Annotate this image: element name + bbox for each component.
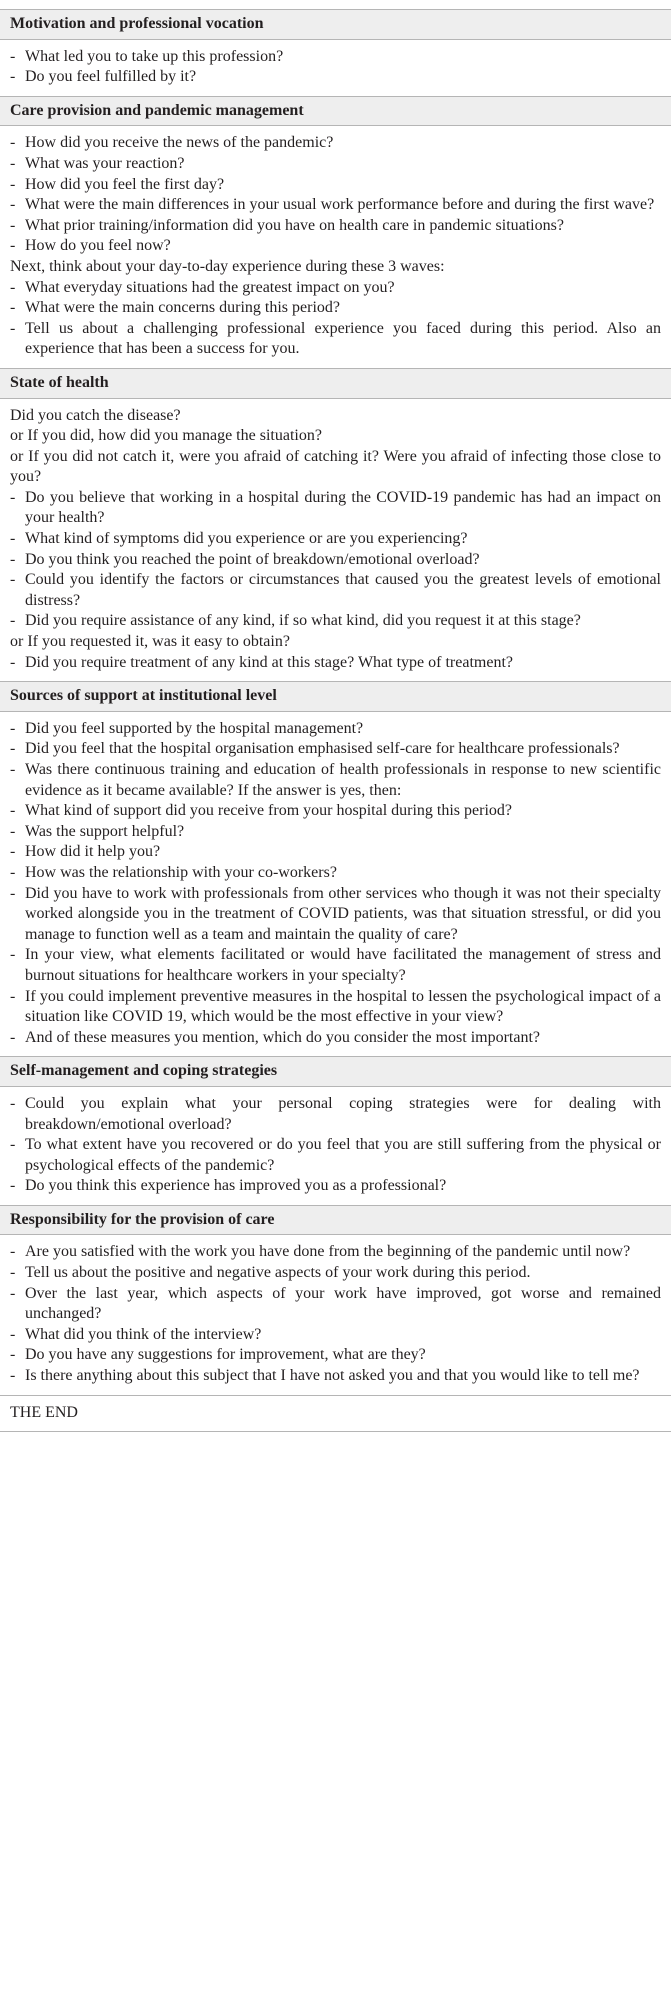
question-text: If you could implement preventive measures in the hospital to lessen the psychological impact of a situation like COVID 19, which would be the most effective in your view?: [25, 987, 661, 1026]
section: [0, 96, 671, 368]
question-item: [10, 1325, 661, 1346]
question-text: Do you think you reached the point of breakdown/emotional overload?: [25, 550, 480, 568]
dash-marker: -: [10, 946, 16, 964]
question-text: How did you feel the first day?: [25, 175, 225, 193]
prompt-text: Next, think about your day-to-day experience during these 3 waves:: [10, 257, 445, 275]
question-text: And of these measures you mention, which do you consider the most important?: [25, 1028, 541, 1046]
dash-marker: -: [10, 154, 16, 172]
section-body: [0, 1235, 671, 1394]
dash-marker: -: [10, 822, 16, 840]
question-text: How was the relationship with your co-workers?: [25, 863, 337, 881]
question-text: How do you feel now?: [25, 237, 171, 255]
question-text: Did you require assistance of any kind, if so what kind, did you request it at this stage?: [25, 612, 581, 630]
question-item: [10, 175, 661, 196]
dash-marker: -: [10, 550, 16, 568]
question-item: [10, 1135, 661, 1176]
question-item: [10, 488, 661, 529]
question-text: Could you explain what your personal coping strategies were for dealing with breakdown/emotional overload?: [25, 1094, 661, 1133]
dash-marker: -: [10, 761, 16, 778]
dash-marker: -: [10, 216, 16, 234]
question-item: [10, 719, 661, 740]
question-text: What were the main differences in your usual work performance before and during the first wave?: [25, 196, 655, 214]
dash-marker: -: [10, 488, 16, 506]
section: [0, 1056, 671, 1205]
question-text: How did it help you?: [25, 843, 161, 861]
sections-container: [0, 9, 671, 1395]
dash-marker: -: [10, 987, 16, 1005]
dash-marker: -: [10, 884, 16, 902]
question-text: What kind of symptoms did you experience or are you experiencing?: [25, 530, 468, 548]
question-text: Did you require treatment of any kind at this stage? What type of treatment?: [25, 653, 513, 671]
end-row: [0, 1395, 671, 1433]
question-item: [10, 801, 661, 822]
section-body: [0, 712, 671, 1057]
question-item: [10, 1028, 661, 1049]
prompt-text: or If you requested it, was it easy to obtain?: [10, 633, 290, 651]
dash-marker: -: [10, 47, 16, 65]
question-text: How did you receive the news of the pandemic?: [25, 134, 334, 152]
dash-marker: -: [10, 278, 16, 296]
end-text: THE END: [10, 1403, 78, 1421]
dash-marker: -: [10, 68, 16, 86]
question-item: [10, 1094, 661, 1135]
question-text: Is there anything about this subject that I have not asked you and that you would like to tell me?: [25, 1367, 640, 1385]
question-text: Was the support helpful?: [25, 822, 185, 840]
section-header: Responsibility for the provision of care: [0, 1205, 671, 1236]
question-text: Did you have to work with professionals from other services who though it was not their specialty worked alongside you in the treatment of COVID patients, was that situation stressful, or did you manage to function well as a team and maintain the quality of care?: [25, 884, 661, 943]
question-text: Tell us about the positive and negative aspects of your work during this period.: [25, 1264, 531, 1282]
dash-marker: -: [10, 612, 16, 630]
question-item: [10, 236, 661, 257]
dash-marker: -: [10, 1094, 16, 1112]
section-header: Self-management and coping strategies: [0, 1056, 671, 1087]
question-text: Could you identify the factors or circumstances that caused you the greatest levels of emotional distress?: [25, 571, 661, 609]
question-text: Did you feel supported by the hospital management?: [25, 719, 364, 737]
question-item: [10, 653, 661, 674]
dash-marker: -: [10, 196, 16, 214]
question-item: [10, 570, 661, 611]
question-text: Do you believe that working in a hospital during the COVID-19 pandemic has had an impact on your health?: [25, 488, 661, 527]
question-text: Tell us about a challenging professional experience you faced during this period. Also an experience that has been a success for you.: [25, 319, 661, 358]
question-item: [10, 319, 661, 360]
section-header: Care provision and pandemic management: [0, 96, 671, 127]
question-item: [10, 884, 661, 946]
question-text: Are you satisfied with the work you have done from the beginning of the pandemic until now?: [25, 1243, 631, 1261]
dash-marker: -: [10, 863, 16, 881]
dash-marker: -: [10, 237, 16, 255]
question-text: What were the main concerns during this period?: [25, 299, 340, 317]
dash-marker: -: [10, 571, 16, 589]
question-item: [10, 67, 661, 88]
dash-marker: -: [10, 740, 16, 758]
question-text: Do you think this experience has improved you as a professional?: [25, 1177, 447, 1195]
question-item: [10, 195, 661, 216]
question-text: What was your reaction?: [25, 154, 185, 172]
question-text: Do you have any suggestions for improvement, what are they?: [25, 1346, 426, 1364]
question-item: [10, 1263, 661, 1284]
question-item: [10, 842, 661, 863]
question-text: What prior training/information did you have on health care in pandemic situations?: [25, 216, 564, 234]
question-item: [10, 47, 661, 68]
question-item: [10, 1366, 661, 1387]
dash-marker: -: [10, 1325, 16, 1343]
question-text: Do you feel fulfilled by it?: [25, 68, 197, 86]
section: [0, 1205, 671, 1395]
dash-marker: -: [10, 653, 16, 671]
dash-marker: -: [10, 843, 16, 861]
question-text: To what extent have you recovered or do you feel that you are still suffering from the physical or psychological effects of the pandemic?: [25, 1136, 661, 1174]
question-item: [10, 154, 661, 175]
question-item: [10, 611, 661, 632]
section-body: [0, 399, 671, 682]
question-item: [10, 822, 661, 843]
question-item: [10, 1176, 661, 1197]
question-text: What kind of support did you receive from your hospital during this period?: [25, 802, 513, 820]
dash-marker: -: [10, 1177, 16, 1195]
dash-marker: -: [10, 299, 16, 317]
section-body: [0, 126, 671, 368]
dash-marker: -: [10, 719, 16, 737]
question-item: [10, 133, 661, 154]
dash-marker: -: [10, 530, 16, 548]
section: [0, 681, 671, 1056]
dash-marker: -: [10, 1284, 16, 1302]
question-item: [10, 550, 661, 571]
question-text: Over the last year, which aspects of your work have improved, got worse and remained unchanged?: [25, 1284, 661, 1323]
section-header: State of health: [0, 368, 671, 399]
question-text: In your view, what elements facilitated or would have facilitated the management of stress and burnout situations for healthcare workers in your specialty?: [25, 946, 661, 984]
section-body: [0, 40, 671, 96]
question-item: [10, 760, 661, 801]
section: [0, 9, 671, 96]
dash-marker: -: [10, 1367, 16, 1385]
question-item: [10, 945, 661, 986]
question-item: [10, 987, 661, 1028]
question-text: What everyday situations had the greatest impact on you?: [25, 278, 395, 296]
question-item: [10, 1345, 661, 1366]
prompt-text: Did you catch the disease?: [10, 406, 181, 424]
dash-marker: -: [10, 1136, 16, 1154]
dash-marker: -: [10, 1346, 16, 1364]
question-item: [10, 298, 661, 319]
section-body: [0, 1087, 671, 1205]
section-header: Motivation and professional vocation: [0, 9, 671, 40]
prompt-text: or If you did, how did you manage the situation?: [10, 427, 322, 445]
question-text: Did you feel that the hospital organisation emphasised self-care for healthcare professionals?: [25, 740, 620, 758]
dash-marker: -: [10, 319, 16, 337]
section: [0, 368, 671, 681]
dash-marker: -: [10, 1264, 16, 1282]
dash-marker: -: [10, 134, 16, 152]
question-item: [10, 529, 661, 550]
dash-marker: -: [10, 802, 16, 820]
question-item: [10, 216, 661, 237]
dash-marker: -: [10, 1028, 16, 1046]
section-header: Sources of support at institutional level: [0, 681, 671, 712]
question-item: [10, 1284, 661, 1325]
dash-marker: -: [10, 1243, 16, 1261]
question-item: [10, 739, 661, 760]
question-item: [10, 1242, 661, 1263]
question-item: [10, 863, 661, 884]
question-text: What did you think of the interview?: [25, 1325, 262, 1343]
dash-marker: -: [10, 175, 16, 193]
question-item: [10, 278, 661, 299]
question-text: Was there continuous training and education of health professionals in response to new scientific evidence as it became available? If the answer is yes, then:: [25, 761, 661, 799]
question-text: What led you to take up this profession?: [25, 47, 284, 65]
prompt-text: or If you did not catch it, were you afraid of catching it? Were you afraid of infecting those close to you?: [10, 447, 661, 486]
